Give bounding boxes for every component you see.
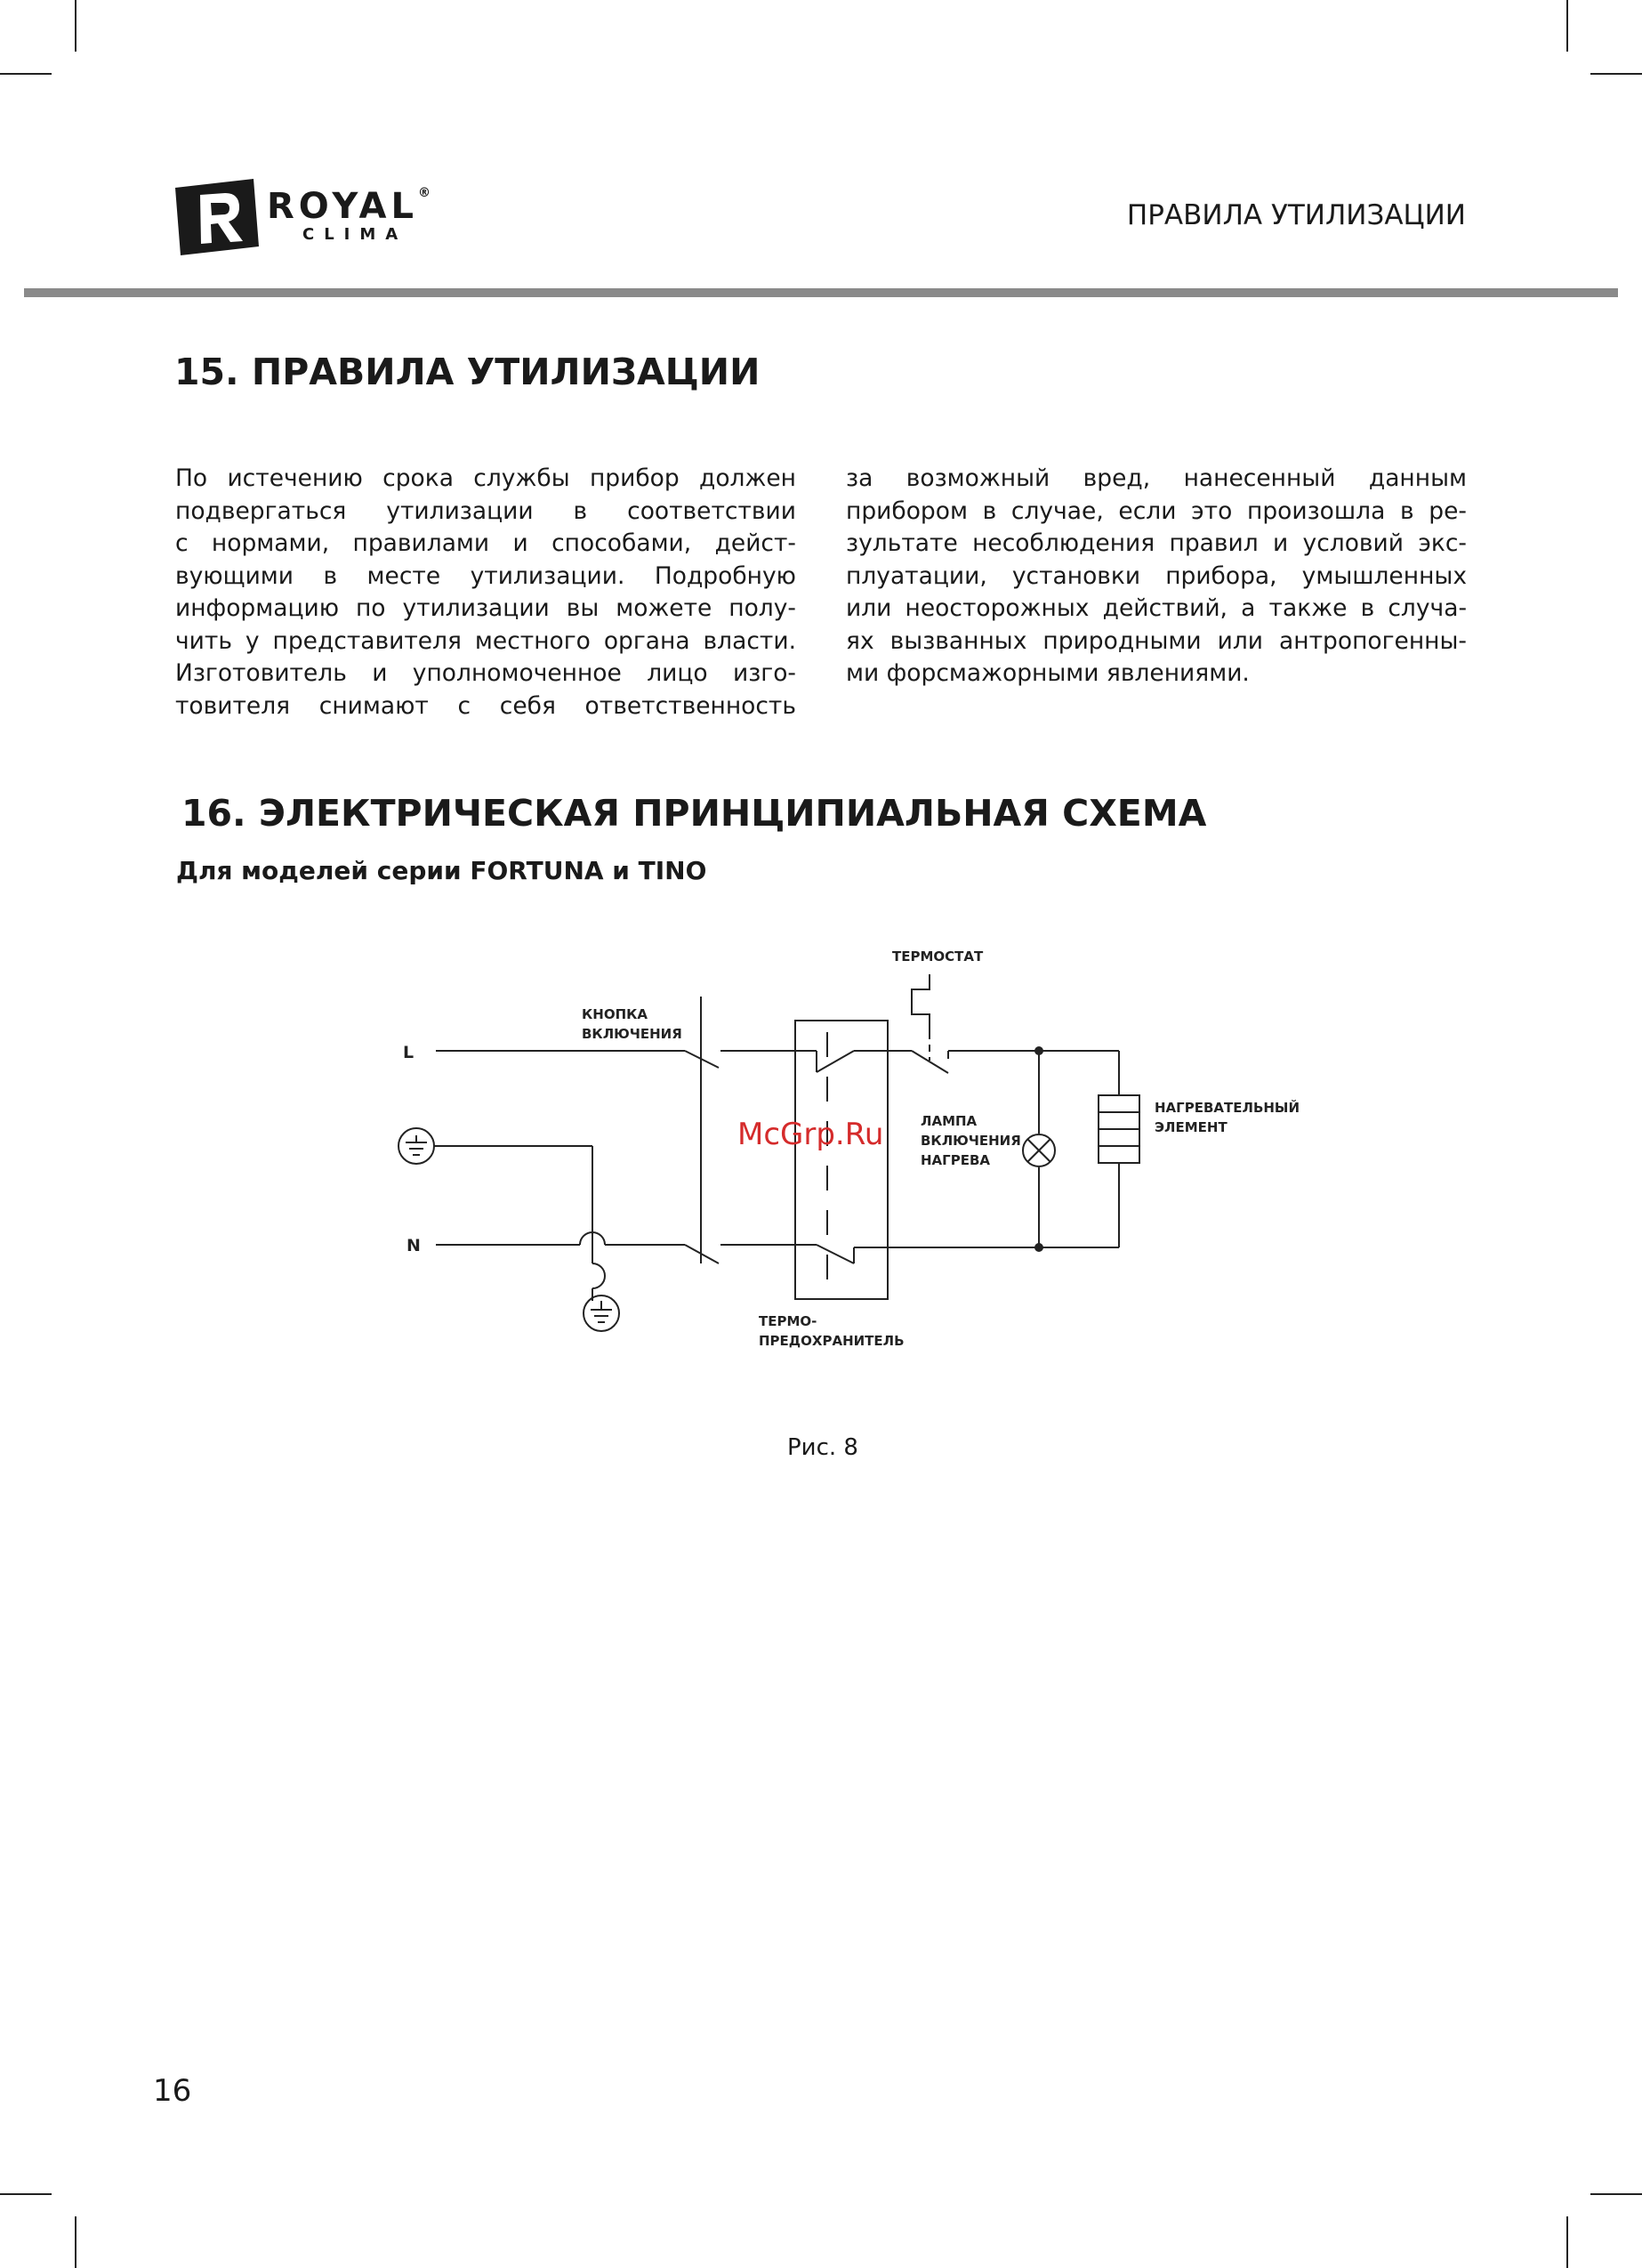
text-line: информацию по утилизации вы можете полу-: [175, 594, 796, 622]
figure-caption: Рис. 8: [787, 1434, 858, 1461]
brand-word-royal: ROYAL®: [267, 186, 431, 227]
crop-mark: [1566, 2216, 1568, 2268]
running-header: ПРАВИЛА УТИЛИЗАЦИИ: [1126, 199, 1466, 231]
label-l: L: [403, 1043, 415, 1062]
text-line: зультате несоблюдения правил и условий экс-: [846, 529, 1467, 557]
section-15-heading: 15. ПРАВИЛА УТИЛИЗАЦИИ: [174, 351, 761, 393]
text-line: ми форсмажорными явлениями.: [846, 659, 1250, 687]
label-lamp-3: НАГРЕВА: [921, 1152, 991, 1168]
label-lamp-1: ЛАМПА: [921, 1113, 978, 1129]
label-fuse-1: ТЕРМО-: [759, 1313, 817, 1329]
text-line: или неосторожных действий, а также в случа-: [846, 594, 1467, 622]
thermostat-symbol: [912, 974, 930, 1032]
text-line: Изготовитель и уполномоченное лицо изго-: [175, 659, 796, 687]
label-heater-1: НАГРЕВАТЕЛЬНЫЙ: [1155, 1100, 1300, 1116]
text-line: По истечению срока службы прибор должен: [175, 464, 796, 492]
text-line: с нормами, правилами и способами, дейст-: [175, 529, 796, 557]
crop-mark: [1590, 2193, 1642, 2195]
text-line: плуатации, установки прибора, умышленных: [846, 561, 1467, 590]
watermark: McGrp.Ru: [737, 1117, 884, 1152]
text-line: ях вызванных природными или антропогенны-: [846, 626, 1467, 655]
junction-dot: [1034, 1046, 1043, 1055]
label-lamp-2: ВКЛЮЧЕНИЯ: [921, 1133, 1021, 1149]
label-button-2: ВКЛЮЧЕНИЯ: [582, 1026, 682, 1042]
crop-mark: [0, 2193, 52, 2195]
label-fuse-2: ПРЕДОХРАНИТЕЛЬ: [759, 1333, 905, 1349]
brand-word-clima: CLIMA: [302, 225, 408, 244]
ground-symbol-top: [398, 1128, 434, 1164]
text-line: чить у представителя местного органа власти.: [175, 626, 796, 655]
fuse-switch-l: [817, 1051, 854, 1072]
label-button-1: КНОПКА: [582, 1006, 648, 1022]
text-line: за возможный вред, нанесенный данным: [846, 464, 1467, 492]
label-n: N: [406, 1236, 421, 1255]
page-number: 16: [153, 2073, 192, 2109]
junction-dot: [1034, 1243, 1043, 1252]
section-16-heading: 16. ЭЛЕКТРИЧЕСКАЯ ПРИНЦИПИАЛЬНАЯ СХЕМА: [181, 792, 1207, 835]
label-thermostat: ТЕРМОСТАТ: [892, 948, 984, 965]
crop-mark: [75, 2216, 76, 2268]
thermostat-switch: [912, 1051, 948, 1073]
text-line: подвергаться утилизации в соответствии: [175, 496, 796, 525]
text-line: вующими в месте утилизации. Подробную: [175, 561, 796, 590]
text-line: прибором в случае, если это произошла в ре-: [846, 496, 1467, 525]
text-line: товителя снимают с себя ответственность: [175, 691, 796, 720]
section-16-subheading: Для моделей серии FORTUNA и TINO: [176, 856, 707, 885]
label-heater-2: ЭЛЕМЕНТ: [1155, 1119, 1227, 1135]
